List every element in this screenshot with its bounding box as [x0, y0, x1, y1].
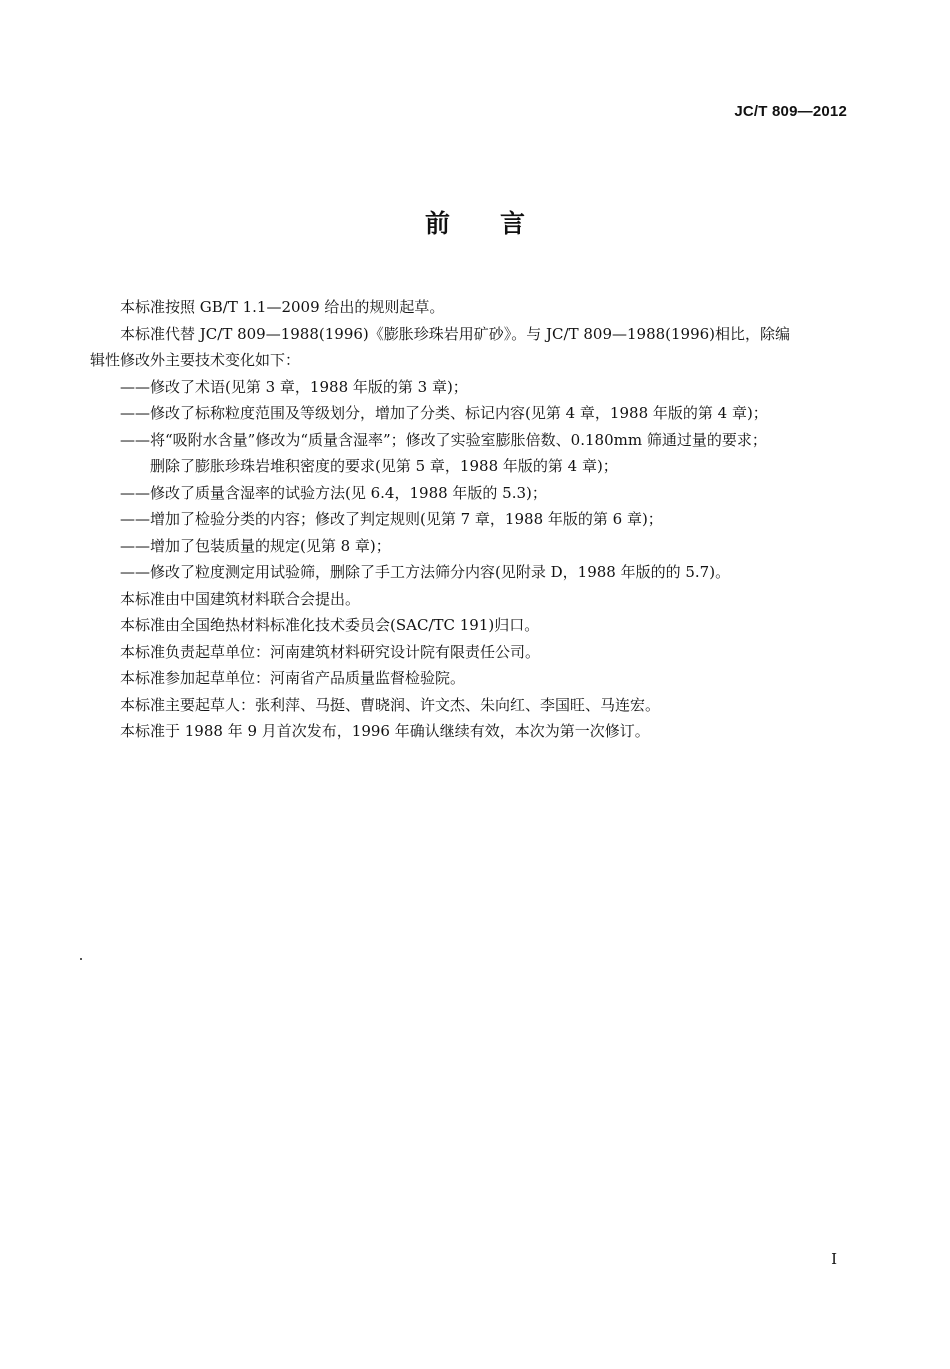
replacement-paragraph-continued: 辑性修改外主要技术变化如下：: [90, 351, 301, 369]
lead-drafter-unit-paragraph: 本标准负责起草单位：河南建筑材料研究设计院有限责任公司。: [120, 642, 541, 661]
change-item: ——修改了术语(见第 3 章，1988 年版的第 3 章)；: [120, 377, 468, 396]
change-item-continued: 删除了膨胀珍珠岩堆积密度的要求(见第 5 章，1988 年版的第 4 章)；: [150, 457, 618, 475]
history-paragraph: 本标准于 1988 年 9 月首次发布，1996 年确认继续有效，本次为第一次修订。: [120, 722, 650, 740]
change-item: ——增加了包装质量的规定(见第 8 章)；: [120, 536, 391, 555]
replacement-paragraph: 本标准代替 JC/T 809—1988(1996)《膨胀珍珠岩用矿砂》。与 JC/T 809—1988(1996)相比，除编: [120, 324, 791, 343]
change-item: ——增加了检验分类的内容；修改了判定规则(见第 7 章，1988 年版的第 6 章)；: [120, 510, 663, 528]
change-item: ——修改了标称粒度范围及等级划分，增加了分类、标记内容(见第 4 章，1988 年版的第 4 章)；: [120, 404, 768, 422]
committee-paragraph: 本标准由全国绝热材料标准化技术委员会(SAC/TC 191)归口。: [120, 616, 540, 634]
scan-speck: [80, 958, 82, 960]
change-item: ——将“吸附水含量”修改为“质量含湿率”；修改了实验室膨胀倍数、0.180mm 筛通过量的要求；: [120, 430, 767, 449]
proposer-paragraph: 本标准由中国建筑材料联合会提出。: [120, 589, 361, 608]
page-title: 前言: [424, 209, 575, 238]
drafters-paragraph: 本标准主要起草人：张利萍、马挺、曹晓润、许文杰、朱向红、李国旺、马连宏。: [120, 695, 661, 714]
page-number: I: [831, 1250, 837, 1268]
change-item: ——修改了质量含湿率的试验方法(见 6.4，1988 年版的 5.3)；: [120, 483, 547, 502]
standard-code: JC/T 809—2012: [734, 103, 847, 120]
foreword-body: [90, 294, 860, 745]
drafting-rule-paragraph: 本标准按照 GB/T 1.1—2009 给出的规则起草。: [120, 298, 445, 316]
change-item: ——修改了粒度测定用试验筛，删除了手工方法筛分内容(见附录 D，1988 年版的的 5.7)。: [120, 563, 731, 581]
participating-unit-paragraph: 本标准参加起草单位：河南省产品质量监督检验院。: [120, 669, 466, 687]
